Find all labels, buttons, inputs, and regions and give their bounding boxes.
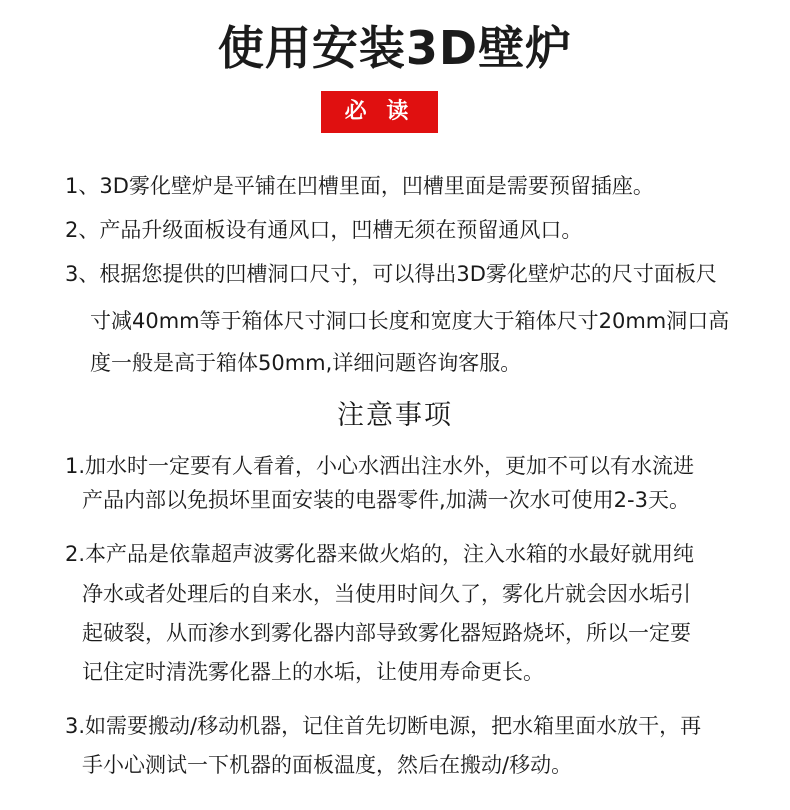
page-title: 使用安装3D壁炉	[217, 21, 573, 75]
must-read-item-3-line-2: 寸减40mm等于箱体尺寸洞口长度和宽度大于箱体尺寸20mm洞口高	[90, 309, 730, 333]
note-2-line-2: 净水或者处理后的自来水，当使用时间久了，雾化片就会因水垢引	[82, 582, 691, 606]
must-read-item-3-line-1: 3、根据您提供的凹槽洞口尺寸，可以得出3D雾化壁炉芯的尺寸面板尺	[65, 262, 717, 286]
note-3-line-2: 手小心测试一下机器的面板温度，然后在搬动/移动。	[82, 753, 573, 777]
must-read-item-2: 2、产品升级面板设有通风口，凹槽无须在预留通风口。	[65, 218, 583, 242]
must-read-badge: 必 读	[321, 91, 438, 133]
note-1-line-1: 1.加水时一定要有人看着，小心水洒出注水外，更加不可以有水流进	[65, 454, 695, 478]
must-read-item-1: 1、3D雾化壁炉是平铺在凹槽里面，凹槽里面是需要预留插座。	[65, 174, 654, 198]
note-3-line-1: 3.如需要搬动/移动机器，记住首先切断电源，把水箱里面水放干，再	[65, 714, 702, 738]
notes-heading: 注意事项	[337, 400, 453, 431]
note-2-line-4: 记住定时清洗雾化器上的水垢，让使用寿命更长。	[82, 660, 544, 684]
note-1-line-2: 产品内部以免损坏里面安装的电器零件,加满一次水可使用2-3天。	[82, 488, 690, 512]
note-2-line-3: 起破裂，从而渗水到雾化器内部导致雾化器短路烧坏，所以一定要	[82, 621, 691, 645]
note-2-line-1: 2.本产品是依靠超声波雾化器来做火焰的，注入水箱的水最好就用纯	[65, 542, 695, 566]
must-read-item-3-line-3: 度一般是高于箱体50mm,详细问题咨询客服。	[90, 351, 522, 375]
